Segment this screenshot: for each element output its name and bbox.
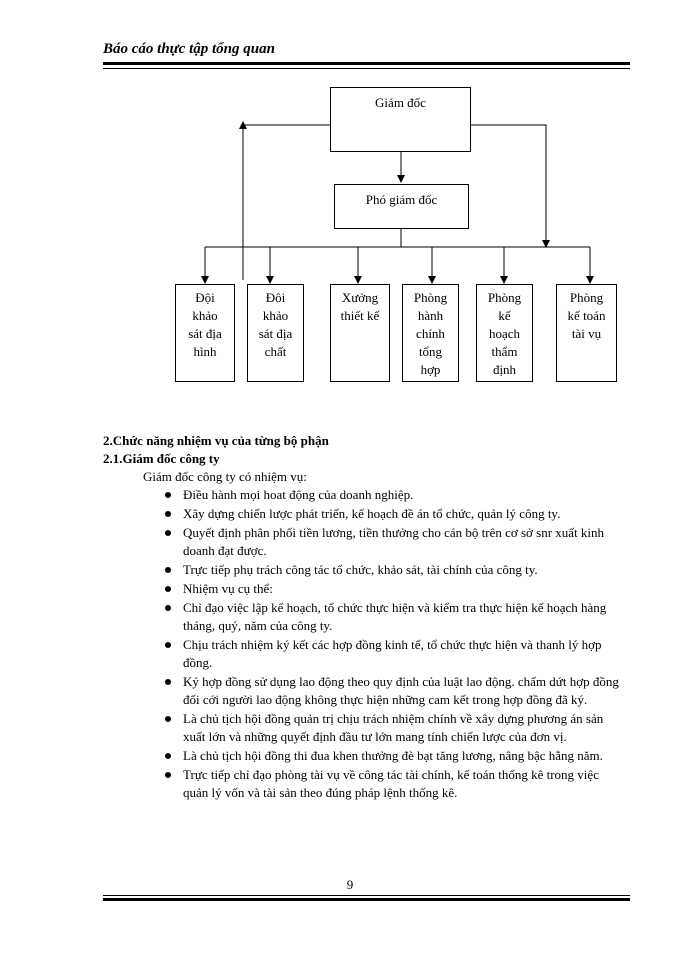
unit-line: chất — [264, 344, 287, 359]
list-item — [103, 561, 633, 579]
unit-line: định — [492, 362, 517, 377]
org-box-deputy-label: Phó giám đốc — [365, 192, 438, 207]
unit-line: hình — [193, 344, 217, 359]
list-item — [103, 766, 633, 802]
section-heading: 2.Chức năng nhiệm vụ của từng bộ phận — [103, 433, 329, 448]
bullet-icon — [165, 642, 171, 648]
org-box-unit-admin — [402, 284, 459, 382]
list-item-text: Trực tiếp phụ trách công tác tổ chức, khảo sát, tài chính của công ty. — [183, 562, 538, 577]
list-item — [103, 673, 633, 709]
org-box-unit-accounting — [556, 284, 617, 382]
list-item-text: Chịu trách nhiệm ký kết các hợp đồng kinh tế, tổ chức thực hiện và thanh lý hợp đồng. — [183, 637, 602, 670]
unit-line: hành — [417, 308, 444, 323]
unit-line: hợp — [420, 362, 441, 377]
unit-line: Đôi — [265, 290, 286, 305]
connector-director-right — [470, 125, 546, 247]
bullet-icon — [165, 492, 171, 498]
list-item — [103, 486, 633, 504]
unit-line: chính — [416, 326, 445, 341]
unit-line: Phòng — [487, 290, 522, 305]
footer-rule-thin — [103, 895, 630, 896]
bullet-icon — [165, 567, 171, 573]
list-item-text: Quyết định phân phối tiền lương, tiền thưởng cho cán bộ trên cơ sở snr xuất kinh doanh đạt được. — [183, 525, 605, 558]
list-item-text: Là chủ tịch hội đồng quản trị chịu trách nhiệm chính về xây dựng phương án sản xuất lớn và những quyết định đầu tư lớn mang tính chiến lược của đơn vị. — [183, 711, 604, 744]
unit-line: khảo — [262, 308, 289, 323]
list-item-text: Điều hành mọi hoat động của doanh nghiệp. — [183, 487, 414, 502]
section-subheading: 2.1.Giám đốc công ty — [103, 451, 220, 466]
list-item — [103, 524, 633, 560]
list-item — [103, 580, 633, 598]
section-intro: Giám đốc công ty có nhiệm vụ: — [143, 469, 307, 484]
bullet-icon — [165, 530, 171, 536]
footer-rule-thick — [103, 898, 630, 901]
list-item-text: Là chủ tịch hội đồng thi đua khen thưởng đè bạt tăng lương, nâng bậc hằng năm. — [183, 748, 603, 763]
unit-line: sát địa — [258, 326, 293, 341]
unit-line: tài vụ — [571, 326, 602, 341]
unit-line: Xưởng — [341, 290, 379, 305]
page-number: 9 — [346, 877, 354, 892]
bullet-icon — [165, 586, 171, 592]
org-box-unit-planning — [476, 284, 533, 382]
unit-line: tổng — [418, 344, 443, 359]
org-box-director — [330, 87, 471, 152]
unit-line: sát địa — [188, 326, 222, 341]
list-item — [103, 505, 633, 523]
bullet-icon — [165, 753, 171, 759]
list-item-text: Nhiệm vụ cụ thể: — [183, 581, 273, 596]
unit-line: kế — [498, 308, 511, 323]
org-box-director-label: Giám đốc — [375, 95, 426, 110]
org-box-unit-survey-geology — [247, 284, 304, 382]
unit-line: Đội — [195, 290, 215, 305]
unit-line: Phòng — [413, 290, 448, 305]
list-item-text: Chỉ đạo việc lập kế hoạch, tổ chức thực hiện và kiểm tra thực hiện kế hoạch hàng tháng, quý, năm của công ty. — [183, 600, 607, 633]
unit-line: Phòng — [569, 290, 604, 305]
list-item — [103, 599, 633, 635]
list-item — [103, 747, 633, 765]
bullet-icon — [165, 772, 171, 778]
list-item-text: Ký hợp đồng sử dụng lao động theo quy định của luật lao động. chấm dứt hợp đồng đối cới người lao động không thực hiện những cam kết trong hợp đồng đã ký. — [183, 674, 619, 707]
list-item — [103, 710, 633, 746]
org-box-unit-survey-topography — [175, 284, 235, 382]
unit-line: thiết kế — [340, 308, 380, 323]
list-item-text: Xây dựng chiến lược phát triển, kế hoạch đề án tổ chức, quản lý công ty. — [183, 506, 561, 521]
unit-line: khảo — [192, 308, 218, 323]
bullet-icon — [165, 605, 171, 611]
bullet-icon — [165, 716, 171, 722]
org-box-deputy-director — [334, 184, 469, 229]
running-header-title: Báo cáo thực tập tổng quan — [103, 41, 275, 57]
connector-director-left — [243, 125, 330, 280]
list-item-text: Trực tiếp chỉ đạo phòng tài vụ về công tác tài chính, kế toán thống kê trong việc quản lý vốn và tài sản theo đúng pháp lệnh thống kê. — [183, 767, 599, 800]
bullet-icon — [165, 679, 171, 685]
unit-line: kế toán — [567, 308, 606, 323]
unit-line: thẩm — [491, 344, 518, 359]
duties-list — [103, 486, 633, 802]
list-item — [103, 636, 633, 672]
org-box-unit-design-workshop — [330, 284, 390, 382]
section-content — [103, 432, 633, 802]
bullet-icon — [165, 511, 171, 517]
unit-line: hoạch — [488, 326, 521, 341]
